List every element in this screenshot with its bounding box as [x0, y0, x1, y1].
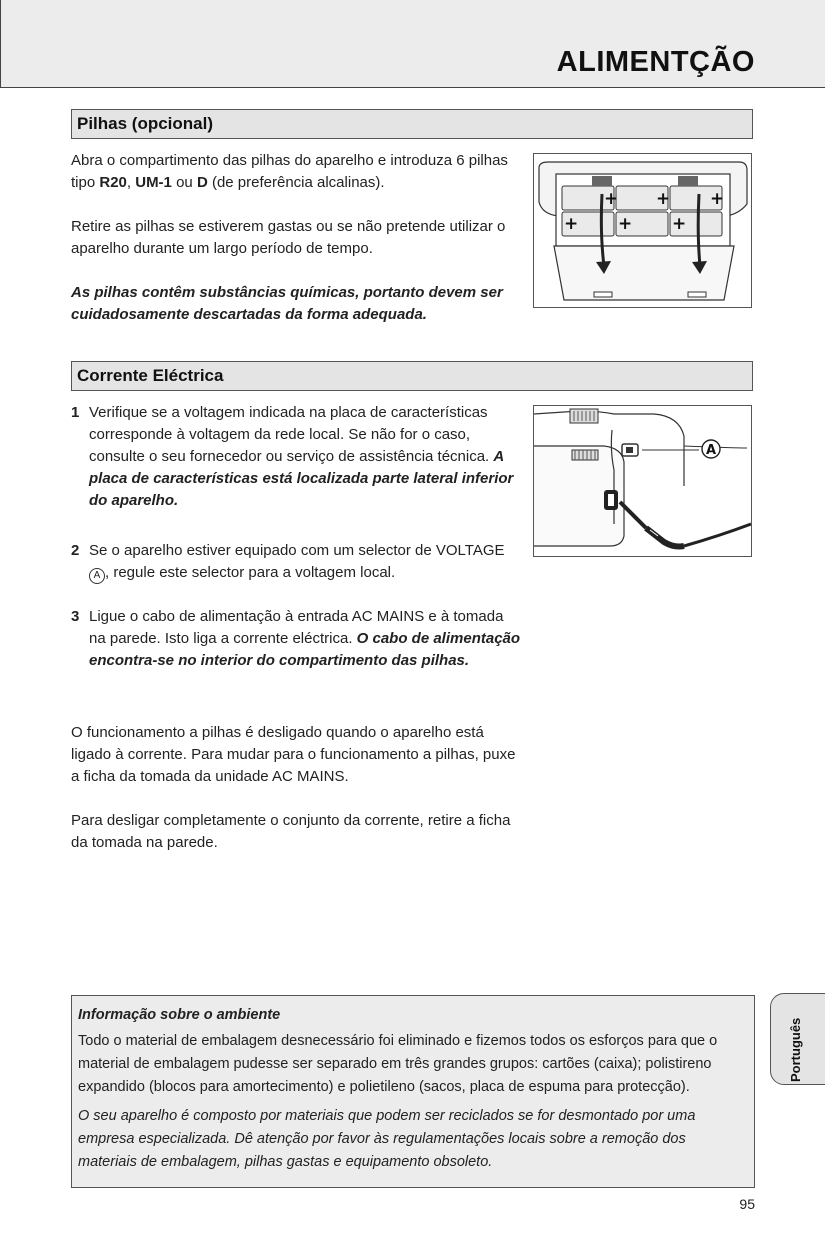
svg-text:+: + [618, 214, 633, 234]
language-tab [770, 993, 825, 1085]
batteries-warning: As pilhas contêm substâncias químicas, portanto devem ser cuidadosamente descartadas da forma adequada. [71, 284, 503, 323]
environment-paragraph-2: O seu aparelho é composto por materiais que podem ser reciclados se for desmontado por uma empresa especializada. Dê atenção por favor às regulamentações locais sobre a remoção dos materiais de embalagem, pilhas gastas e equipamento obsoleto. [78, 1108, 696, 1170]
mains-step-2 [71, 540, 521, 584]
mains-step-1 [71, 402, 519, 512]
page-title: ALIMENTÇÃO [556, 46, 755, 78]
section-heading-batteries: Pilhas (opcional) [71, 109, 753, 139]
svg-text:+: + [604, 189, 619, 209]
mains-step-3 [71, 606, 521, 672]
ac-mains-illustration [533, 405, 752, 557]
step-emphasis: O cabo de alimentação encontra-se no interior do compartimento das pilhas. [89, 630, 521, 669]
language-tab-label: Português [788, 1017, 803, 1082]
svg-text:+: + [672, 214, 687, 234]
mains-text [71, 722, 527, 854]
step-text: Ligue o cabo de alimentação à entrada AC MAINS e à tomada na parede. Isto liga a corrente eléctrica. [89, 608, 504, 647]
battery-compartment-illustration [533, 153, 752, 308]
svg-text:+: + [564, 214, 579, 234]
step-text-end: , regule este selector para a voltagem local. [105, 564, 396, 581]
voltage-selector-symbol: A [89, 568, 105, 584]
step-number: 1 [71, 404, 80, 421]
batteries-paragraph-2: Retire as pilhas se estiverem gastas ou se não pretende utilizar o aparelho durante um largo período de tempo. [71, 218, 506, 257]
step-text: Verifique se a voltagem indicada na placa de características corresponde à voltagem da rede local. Se não for o caso, consulte o seu fornecedor ou serviço de assistência técnica. [89, 404, 494, 465]
step-text: Se o aparelho estiver equipado com um selector de VOLTAGE [89, 542, 505, 559]
environment-paragraph-1: Todo o material de embalagem desnecessário foi eliminado e fizemos todos os esforços para que o material de embalagem pudesse ser separado em três grandes grupos: cartões (caixa); polistireno expandido (blocos para amortecimento) e polietileno (sacos, placa de espuma para protecção). [78, 1033, 718, 1095]
batteries-text [71, 150, 526, 326]
disconnect-paragraph: Para desligar completamente o conjunto da corrente, retire a ficha da tomada na parede. [71, 812, 511, 851]
svg-text:+: + [656, 189, 671, 209]
environment-title: Informação sobre o ambiente [78, 1007, 281, 1023]
batteries-paragraph-1: Abra o compartimento das pilhas do aparelho e introduza 6 pilhas tipo R20, UM-1 ou D (de preferência alcalinas). [71, 152, 508, 191]
ac-mains-drawing [534, 406, 751, 556]
svg-text:+: + [710, 189, 725, 209]
page-number: 95 [739, 1196, 755, 1212]
step-number: 3 [71, 608, 80, 625]
environment-info-box [71, 995, 755, 1188]
figure-label-a: A [705, 443, 717, 458]
step-emphasis: A placa de características está localizada parte lateral inferior do aparelho. [89, 448, 514, 509]
battery-compartment-drawing [534, 154, 751, 307]
battery-off-paragraph: O funcionamento a pilhas é desligado quando o aparelho está ligado à corrente. Para mudar para o funcionamento a pilhas, puxe a ficha da tomada da unidade AC MAINS. [71, 724, 516, 785]
section-heading-mains: Corrente Eléctrica [71, 361, 753, 391]
step-number: 2 [71, 542, 80, 559]
